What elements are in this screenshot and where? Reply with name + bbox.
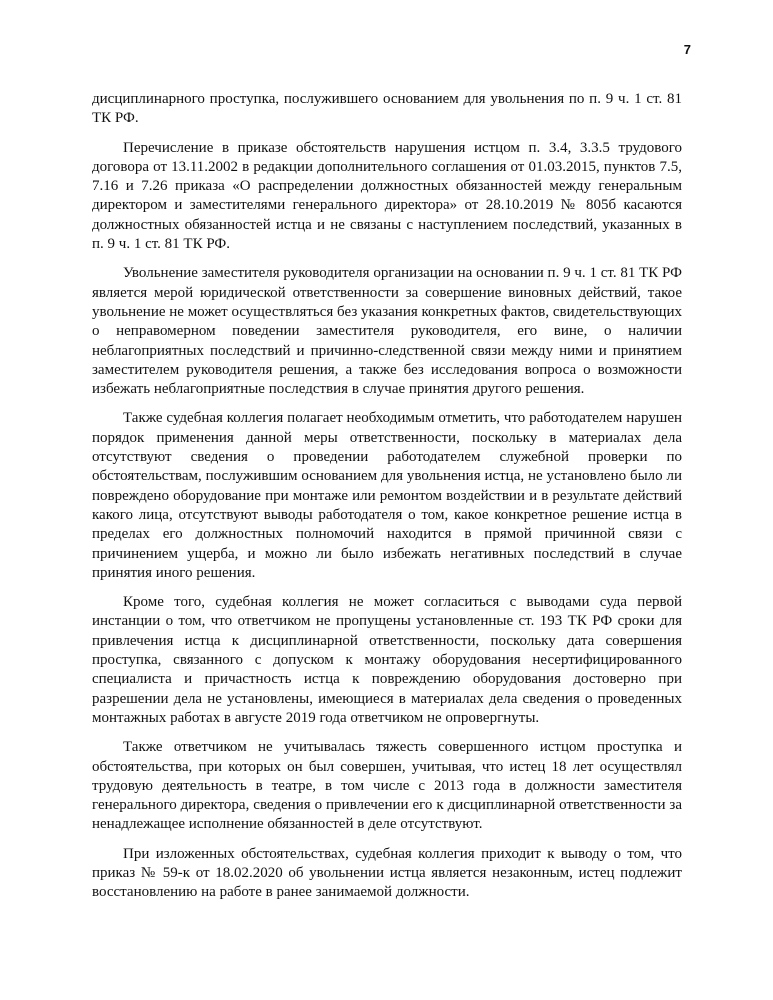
document-body	[92, 90, 682, 913]
paragraph: Перечисление в приказе обстоятельств нарушения истцом п. 3.4, 3.3.5 трудового договора от 13.11.2002 в редакции дополнительного соглашения от 01.03.2015, пунктов 7.5, 7.16 и 7.26 приказа «О распределении должностных обязанностей между генеральным директором и заместителями генерального директора» от 28.10.2019 № 805б касаются должностных обязанностей истца и не связаны с наступлением последствий, указанных в п. 9 ч. 1 ст. 81 ТК РФ.	[92, 139, 682, 253]
paragraph: Также ответчиком не учитывалась тяжесть совершенного истцом проступка и обстоятельства, при которых он был совершен, учитывая, что истец 18 лет осуществлял трудовую деятельность в театре, в том числе с 2013 года в должности заместителя генерального директора, сведения о привлечении его к дисциплинарной ответственности за ненадлежащее исполнение обязанностей в деле отсутствуют.	[92, 739, 682, 833]
paragraph: При изложенных обстоятельствах, судебная коллегия приходит к выводу о том, что приказ № 59-к от 18.02.2020 об увольнении истца является незаконным, истец подлежит восстановлению на работе в ранее занимаемой должности.	[92, 845, 682, 901]
paragraph: Также судебная коллегия полагает необходимым отметить, что работодателем нарушен порядок применения данной меры ответственности, поскольку в материалах дела отсутствуют сведения о проведении работодателем служебной проверки по обстоятельствам, послужившим основанием для увольнения истца, не установлено было ли повреждено оборудование при монтаже или ремонтом воздействии и в результате действий какого лица, отсутствуют выводы работодателя о том, какое конкретное решение истца в пределах его должностных полномочий находится в прямой причинной связи с причинением ущерба, и можно ли было избежать негативных последствий в случае принятия иного решения.	[92, 410, 682, 581]
page-number: 7	[683, 42, 691, 57]
paragraph-continuation: дисциплинарного проступка, послужившего основанием для увольнения по п. 9 ч. 1 ст. 81 ТК РФ.	[92, 91, 682, 127]
paragraph: Кроме того, судебная коллегия не может согласиться с выводами суда первой инстанции о том, что ответчиком не пропущены установленные ст. 193 ТК РФ сроки для привлечения истца к дисциплинарной ответственности, поскольку дата совершения проступка, связанного с допуском к монтажу оборудования несертифицированного специалиста и причастность истца к повреждению оборудования достоверно при разрешении дела не установлены, имеющиеся в материалах дела сведения о проведенных монтажных работах в августе 2019 года ответчиком не опровергнуты.	[92, 594, 682, 726]
paragraph: Увольнение заместителя руководителя организации на основании п. 9 ч. 1 ст. 81 ТК РФ является мерой юридической ответственности за совершение виновных действий, такое увольнение не может осуществляться без указания конкретных фактов, свидетельствующих о неправомерном поведении заместителя руководителя, его вине, о наличии неблагоприятных последствий и причинно-следственной связи между ними и принятием заместителем руководителя решения, а также без исследования вопроса о возможности избежать неблагоприятные последствия в случае принятия другого решения.	[92, 265, 682, 398]
